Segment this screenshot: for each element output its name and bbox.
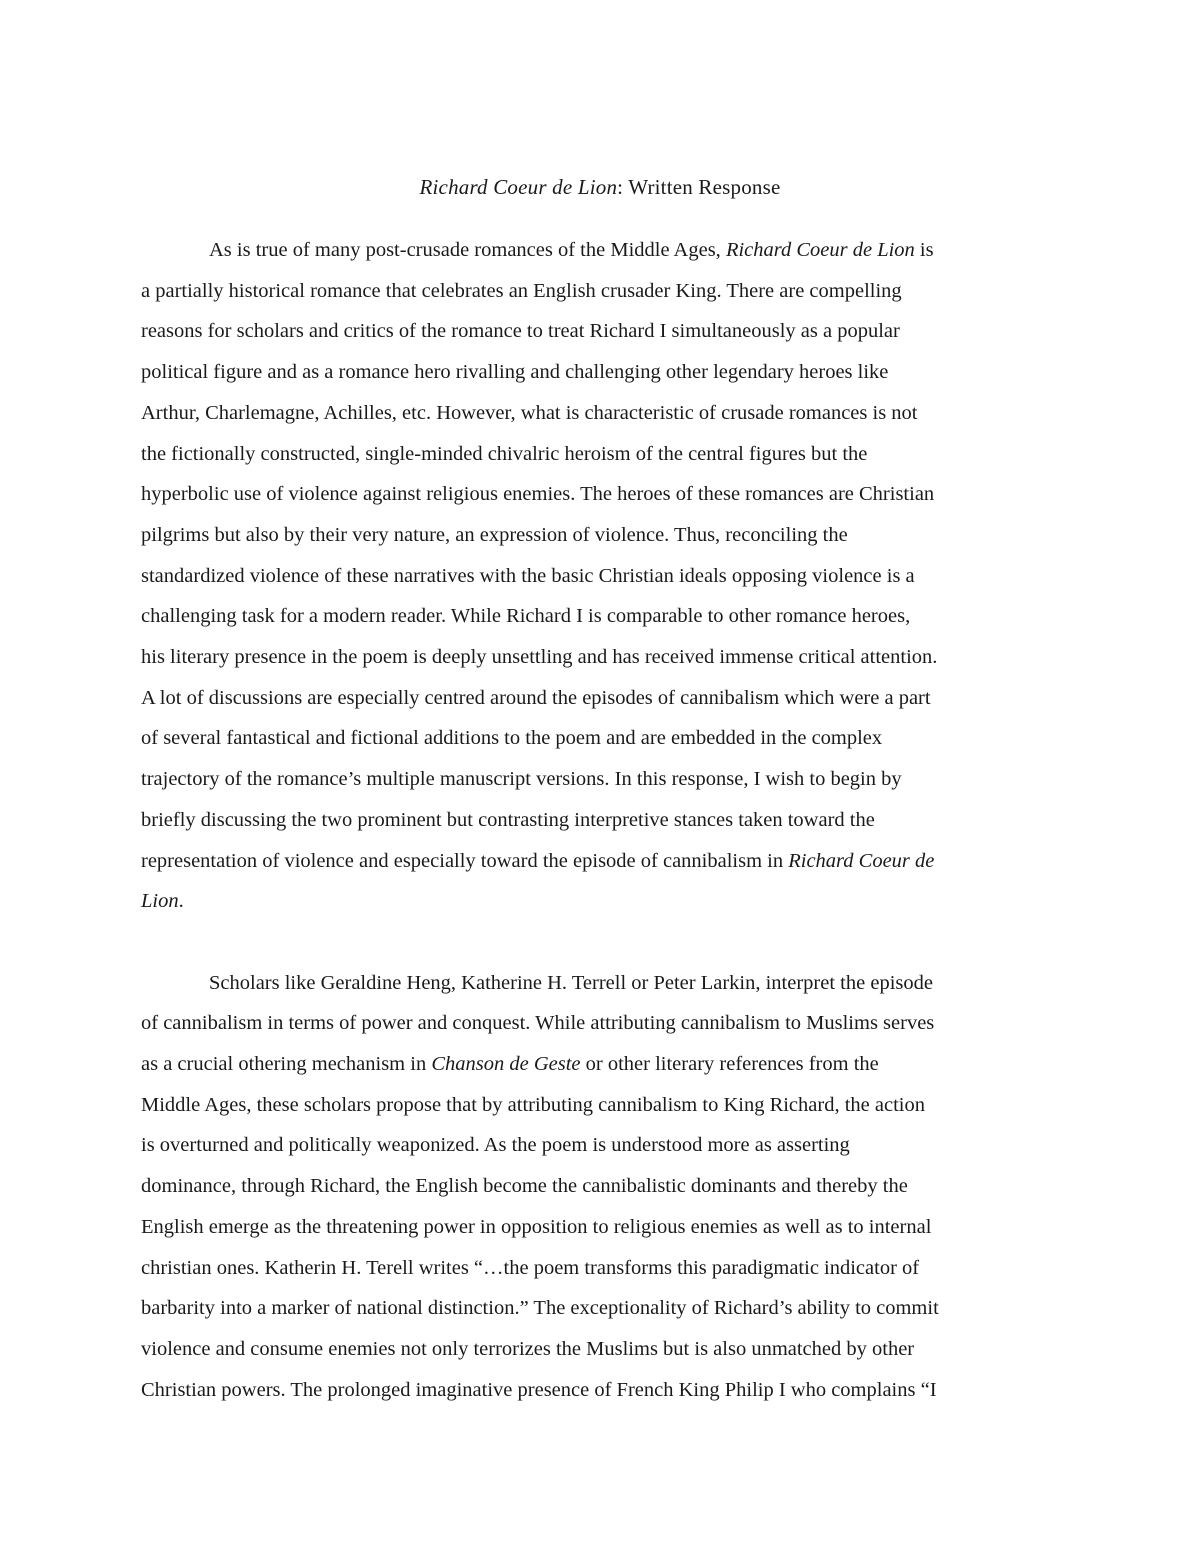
- paragraph-line: the fictionally constructed, single-minded chivalric heroism of the central figures but the: [141, 442, 868, 465]
- paragraph-1: [141, 230, 1061, 922]
- italic-title-reference: Chanson de Geste: [431, 1053, 581, 1076]
- paragraph-line: his literary presence in the poem is deeply unsettling and has received immense critical attention.: [141, 646, 938, 669]
- paragraph-line: dominance, through Richard, the English become the cannibalistic dominants and thereby the: [141, 1175, 908, 1198]
- paragraph-line: hyperbolic use of violence against religious enemies. The heroes of these romances are Christian: [141, 483, 935, 506]
- paragraph-line: [141, 1044, 1061, 1085]
- paragraph-line: [141, 230, 1061, 271]
- text-run: .: [178, 890, 184, 913]
- paragraph-line: pilgrims but also by their very nature, an expression of violence. Thus, reconciling the: [141, 523, 848, 546]
- paragraph-line: of cannibalism in terms of power and conquest. While attributing cannibalism to Muslims serves: [141, 1012, 935, 1035]
- paragraph-line: political figure and as a romance hero rivalling and challenging other legendary heroes like: [141, 361, 889, 384]
- italic-title-reference: Richard Coeur de Lion: [725, 239, 915, 261]
- paragraph-2: [141, 963, 1061, 1411]
- paragraph-line: violence and consume enemies not only terrorizes the Muslims but is also unmatched by other: [141, 1337, 915, 1360]
- paragraph-line: trajectory of the romance’s multiple manuscript versions. In this response, I wish to begin by: [141, 768, 902, 791]
- paragraph-line: A lot of discussions are especially centred around the episodes of cannibalism which were a part: [141, 686, 931, 709]
- text-run: as a crucial othering mechanism in: [141, 1053, 432, 1076]
- paragraph-line: [141, 841, 1061, 882]
- paragraph-line: briefly discussing the two prominent but contrasting interpretive stances taken toward the: [141, 808, 875, 831]
- paragraph-line: English emerge as the threatening power in opposition to religious enemies as well as to internal: [141, 1215, 932, 1238]
- italic-title-reference: Lion: [141, 890, 179, 913]
- title-italic-part: Richard Coeur de Lion: [419, 175, 618, 199]
- paragraph-line: challenging task for a modern reader. While Richard I is comparable to other romance heroes,: [141, 605, 911, 628]
- text-run: As is true of many post-crusade romances of the Middle Ages,: [209, 239, 726, 261]
- paragraph-line: Scholars like Geraldine Heng, Katherine H. Terrell or Peter Larkin, interpret the episode: [209, 971, 933, 994]
- paragraph-spacer: [141, 922, 1061, 963]
- title-rest-part: : Written Response: [617, 175, 781, 199]
- document-body: [141, 230, 1061, 1410]
- document-title: [0, 172, 1200, 202]
- paragraph-line: standardized violence of these narratives with the basic Christian ideals opposing violence is a: [141, 564, 915, 587]
- paragraph-line: christian ones. Katherin H. Terell writes “…the poem transforms this paradigmatic indicator of: [141, 1256, 920, 1279]
- paragraph-line: Arthur, Charlemagne, Achilles, etc. However, what is characteristic of crusade romances is not: [141, 401, 918, 424]
- text-run: or other literary references from the: [580, 1053, 879, 1076]
- text-run: representation of violence and especially toward the episode of cannibalism in: [141, 849, 789, 872]
- paragraph-line: [141, 881, 1061, 922]
- paragraph-line: reasons for scholars and critics of the romance to treat Richard I simultaneously as a popular: [141, 320, 900, 343]
- paragraph-line: is overturned and politically weaponized. As the poem is understood more as asserting: [141, 1134, 850, 1157]
- paragraph-line: barbarity into a marker of national distinction.” The exceptionality of Richard’s ability to commit: [141, 1297, 939, 1320]
- paragraph-line: a partially historical romance that celebrates an English crusader King. There are compelling: [141, 279, 902, 302]
- paragraph-line: of several fantastical and fictional additions to the poem and are embedded in the complex: [141, 727, 883, 750]
- paragraph-line: Middle Ages, these scholars propose that by attributing cannibalism to King Richard, the action: [141, 1093, 925, 1116]
- text-run: is: [914, 239, 934, 261]
- italic-title-reference: Richard Coeur de: [788, 849, 935, 872]
- paragraph-line: Christian powers. The prolonged imaginative presence of French King Philip I who complains “I: [141, 1378, 937, 1401]
